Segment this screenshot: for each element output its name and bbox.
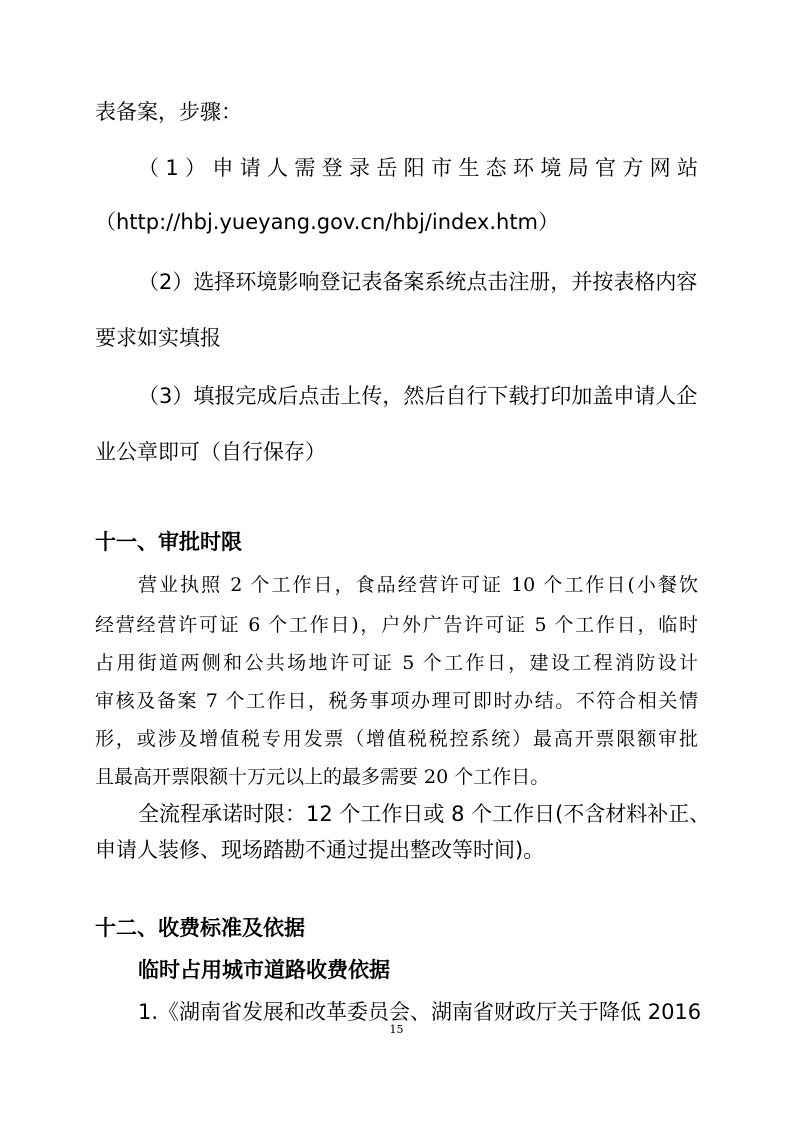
paragraph-line: 营业执照 2 个工作日，食品经营许可证 10 个工作日(小餐饮 bbox=[138, 574, 698, 596]
step-3-text-cont: 业公章即可（自行保存） bbox=[95, 440, 326, 464]
promise-text: 全流程承诺时限：12 个工作日或 8 个工作日(不含材料补正、 bbox=[138, 802, 711, 826]
section-heading: 十一、审批时限 bbox=[95, 530, 242, 554]
paragraph-line: 形，或涉及增值税专用发票（增值税税控系统）最高开票限额审批 bbox=[95, 728, 698, 750]
step-2-text-cont: 要求如实填报 bbox=[95, 326, 221, 350]
section-heading: 十二、收费标准及依据 bbox=[95, 916, 305, 940]
list-item: 1.《湖南省发展和改革委员会、湖南省财政厅关于降低 2016 bbox=[138, 1000, 702, 1024]
promise-text-cont: 申请人装修、现场踏勘不通过提出整改等时间)。 bbox=[95, 838, 545, 862]
step-1-url: （http://hbj.yueyang.gov.cn/hbj/index.htm） bbox=[95, 210, 560, 234]
paragraph-line: 占用街道两侧和公共场地许可证 5 个工作日，建设工程消防设计 bbox=[95, 652, 698, 674]
paragraph-line: 经营经营许可证 6 个工作日)，户外广告许可证 5 个工作日，临时 bbox=[95, 614, 698, 636]
step-3-text: （3）填报完成后点击上传，然后自行下载打印加盖申请人企 bbox=[138, 384, 698, 408]
text-line: 表备案，步骤： bbox=[95, 100, 242, 124]
step-1-text: （1）申请人需登录岳阳市生态环境局官方网站 bbox=[138, 156, 698, 180]
subheading: 临时占用城市道路收费依据 bbox=[138, 958, 390, 982]
step-2-text: （2）选择环境影响登记表备案系统点击注册，并按表格内容 bbox=[138, 270, 698, 294]
paragraph-line: 审核及备案 7 个工作日，税务事项办理可即时办结。不符合相关情 bbox=[95, 690, 698, 712]
page-number: 15 bbox=[389, 1023, 404, 1036]
paragraph-line: 且最高开票限额十万元以上的最多需要 20 个工作日。 bbox=[95, 766, 550, 788]
